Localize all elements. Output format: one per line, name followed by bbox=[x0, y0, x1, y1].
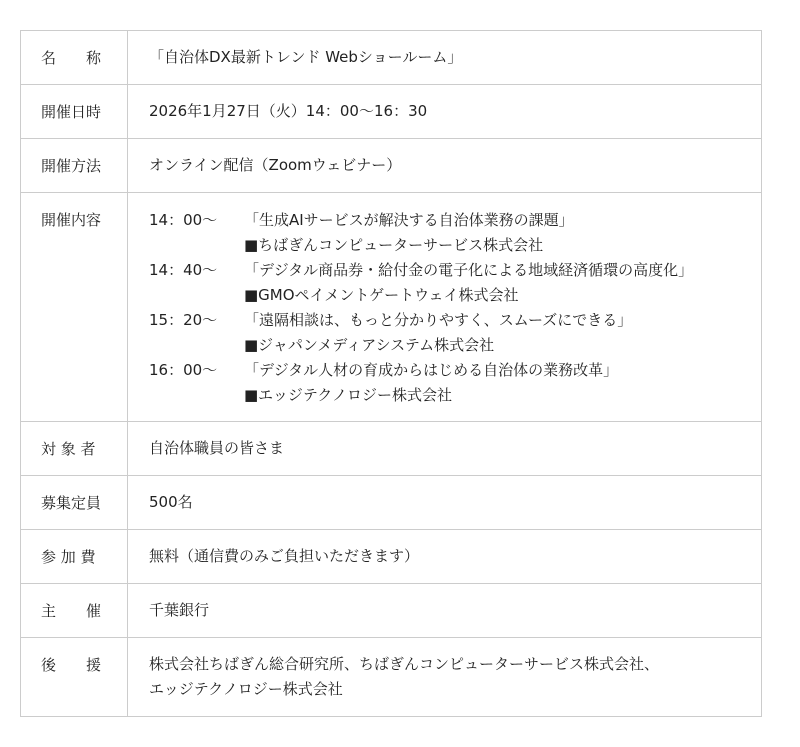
supporter-line: 株式会社ちばぎん総合研究所、ちばぎんコンピューターサービス株式会社、 bbox=[149, 655, 660, 673]
program-item bbox=[149, 208, 761, 258]
event-method: オンライン配信（Zoomウェビナー） bbox=[149, 156, 402, 174]
program-company: ■ちばぎんコンピューターサービス株式会社 bbox=[244, 236, 544, 254]
program-list bbox=[149, 207, 761, 408]
row-support bbox=[21, 638, 762, 717]
program-item bbox=[149, 308, 761, 358]
program-time: 16：00〜 bbox=[149, 361, 218, 379]
row-label: 開催方法 bbox=[41, 157, 102, 175]
row-label: 開催日時 bbox=[41, 103, 102, 121]
value-cell bbox=[128, 476, 762, 530]
value-cell bbox=[128, 584, 762, 638]
row-content bbox=[21, 193, 762, 422]
program-company: ■エッジテクノロジー株式会社 bbox=[244, 386, 452, 404]
program-company: ■GMOペイメントゲートウェイ株式会社 bbox=[244, 286, 519, 304]
row-target bbox=[21, 422, 762, 476]
row-label: 名 称 bbox=[41, 49, 102, 67]
value-cell bbox=[128, 139, 762, 193]
label-cell bbox=[21, 193, 128, 422]
program-title: 「生成AIサービスが解決する自治体業務の課題」 bbox=[244, 211, 574, 229]
event-name: 「自治体DX最新トレンド Webショールーム」 bbox=[149, 48, 463, 66]
value-cell bbox=[128, 85, 762, 139]
row-name bbox=[21, 31, 762, 85]
value-cell bbox=[128, 193, 762, 422]
event-fee: 無料（通信費のみご負担いただきます） bbox=[149, 547, 420, 565]
row-label: 開催内容 bbox=[41, 211, 102, 229]
program-time: 14：40〜 bbox=[149, 261, 218, 279]
program-title: 「遠隔相談は、もっと分かりやすく、スムーズにできる」 bbox=[244, 311, 633, 329]
row-capacity bbox=[21, 476, 762, 530]
row-fee bbox=[21, 530, 762, 584]
program-item bbox=[149, 358, 761, 408]
value-cell bbox=[128, 530, 762, 584]
event-info-table bbox=[20, 30, 762, 717]
event-capacity: 500名 bbox=[149, 493, 193, 511]
label-cell bbox=[21, 584, 128, 638]
supporter-line: エッジテクノロジー株式会社 bbox=[149, 680, 343, 698]
program-title: 「デジタル人材の育成からはじめる自治体の業務改革」 bbox=[244, 361, 619, 379]
value-cell bbox=[128, 31, 762, 85]
label-cell bbox=[21, 85, 128, 139]
row-label: 主 催 bbox=[41, 602, 102, 620]
label-cell bbox=[21, 31, 128, 85]
row-organizer bbox=[21, 584, 762, 638]
label-cell bbox=[21, 638, 128, 717]
event-target: 自治体職員の皆さま bbox=[149, 439, 285, 457]
label-cell bbox=[21, 530, 128, 584]
row-datetime bbox=[21, 85, 762, 139]
label-cell bbox=[21, 139, 128, 193]
value-cell bbox=[128, 638, 762, 717]
event-datetime: 2026年1月27日（火）14：00〜16：30 bbox=[149, 102, 428, 120]
value-cell bbox=[128, 422, 762, 476]
label-cell bbox=[21, 422, 128, 476]
row-label: 参 加 費 bbox=[41, 548, 96, 566]
program-item bbox=[149, 258, 761, 308]
event-organizer: 千葉銀行 bbox=[149, 601, 210, 619]
program-company: ■ジャパンメディアシステム株式会社 bbox=[244, 336, 495, 354]
event-info-sheet bbox=[20, 30, 762, 717]
row-method bbox=[21, 139, 762, 193]
row-label: 後 援 bbox=[41, 656, 102, 674]
label-cell bbox=[21, 476, 128, 530]
row-label: 募集定員 bbox=[41, 494, 102, 512]
program-time: 15：20〜 bbox=[149, 311, 218, 329]
program-title: 「デジタル商品券・給付金の電子化による地域経済循環の高度化」 bbox=[244, 261, 694, 279]
program-time: 14：00〜 bbox=[149, 211, 218, 229]
row-label: 対 象 者 bbox=[41, 440, 96, 458]
